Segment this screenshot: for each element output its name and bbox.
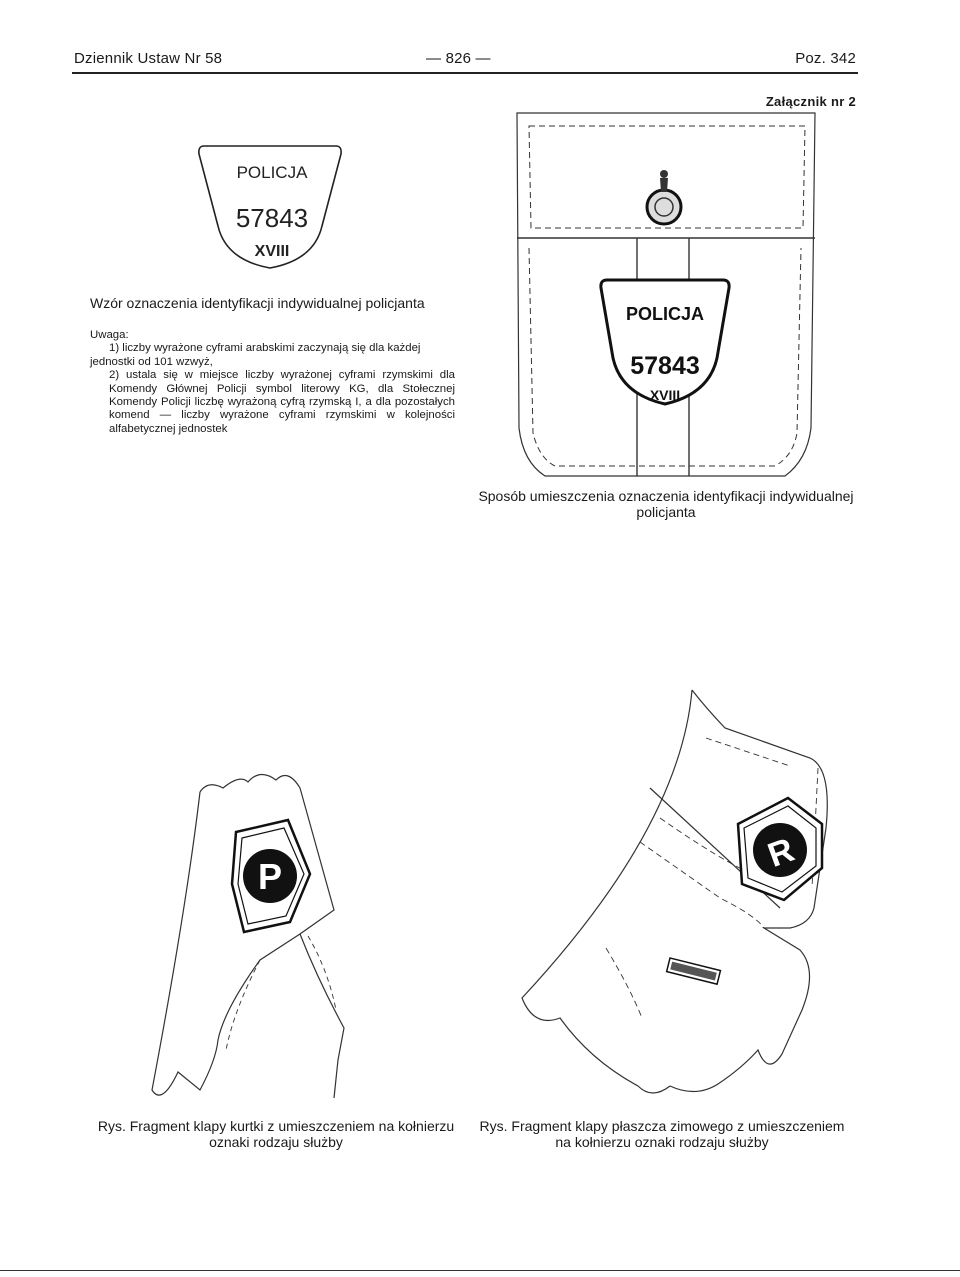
name-tag <box>667 958 721 984</box>
page-number: — 826 — <box>426 50 491 67</box>
service-badge-right <box>738 798 822 900</box>
service-letter-right: R <box>762 830 800 875</box>
collar-right-outline <box>670 690 827 1092</box>
journal-title: Dziennik Ustaw Nr 58 <box>74 50 223 67</box>
figure-caption-right: Rys. Fragment klapy płaszcza zimowego z umieszczeniem na kołnierzu oznaki rodzaju służby <box>479 1118 845 1150</box>
lapel-left-fold <box>218 934 300 1040</box>
annex-label: Załącznik nr 2 <box>765 94 856 109</box>
pocket-badge-roman: XVIII <box>649 387 681 403</box>
pocket-drawing <box>505 108 830 490</box>
badge-number: 57843 <box>235 203 309 233</box>
collar-right-drawing <box>520 688 840 1108</box>
badge-pattern <box>190 138 350 278</box>
note-block <box>90 329 455 436</box>
badge-roman: XVIII <box>254 243 290 260</box>
pocket-caption: Sposób umieszczenia oznaczenia identyfikacji indywidualnej policjanta <box>478 488 854 520</box>
pocket-badge-title: POLICJA <box>625 304 705 324</box>
pocket-badge-outline <box>601 280 729 404</box>
badge-caption: Wzór oznaczenia identyfikacji indywidualnej policjanta <box>90 295 425 311</box>
header-rule <box>72 72 858 74</box>
button-icon <box>647 170 681 224</box>
service-badge-left <box>232 820 310 932</box>
collar-left-drawing <box>148 760 358 1120</box>
lapel-right-outline <box>522 690 692 1093</box>
lapel-left-outline <box>152 792 218 1095</box>
position-number: Poz. 342 <box>795 50 856 67</box>
bottom-rule <box>0 1270 960 1271</box>
note-heading: Uwaga: <box>90 329 129 341</box>
badge-title: POLICJA <box>236 163 308 182</box>
figure-caption-left: Rys. Fragment klapy kurtki z umieszczeniem na kołnierzu oznaki rodzaju służby <box>97 1118 455 1150</box>
pocket-badge-number: 57843 <box>630 352 700 380</box>
service-letter-left: P <box>257 856 283 897</box>
note-item-1-cont: jednostki od 101 wzwyż, <box>90 355 213 368</box>
note-item-2: 2) ustala się w miejsce liczby wyrażonej cyframi rzymskimi dla Komendy Głównej Policji symbol literowy KG, dla Stołecznej Komendy Policji liczbę wyrażoną cyfrą rzymską I, a dla pozostałych komend — liczby wyrażone cyframi rzymskimi w kolejności alfabetycznej jednostek <box>109 369 455 435</box>
note-item-1: 1) liczby wyrażone cyframi arabskimi zaczynają się dla każdej <box>109 342 421 355</box>
